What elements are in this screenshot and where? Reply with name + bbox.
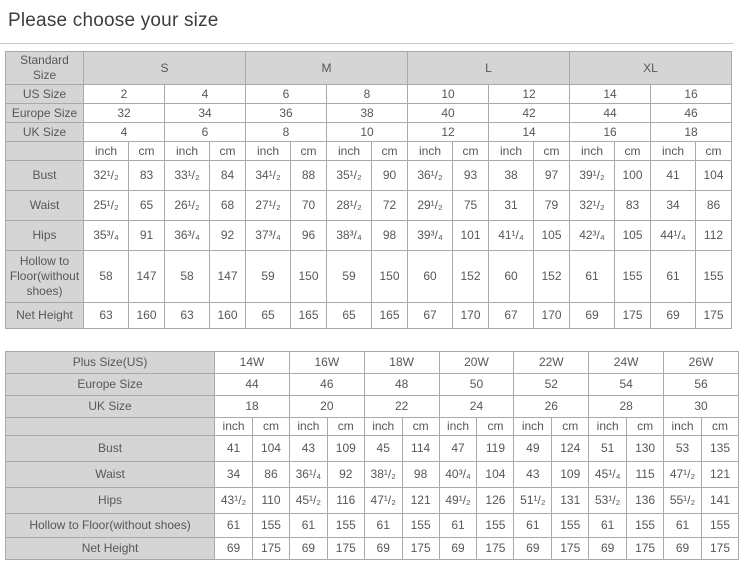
row-label-cell: Net Height — [6, 538, 215, 560]
row-label-cell: UK Size — [6, 396, 215, 418]
unit-cell: inch — [289, 418, 327, 436]
size-group-header-cell: XL — [570, 52, 732, 85]
value-cell: 2 — [84, 85, 165, 104]
table-row — [6, 514, 739, 538]
table-row — [6, 462, 739, 488]
value-cell: 61 — [215, 514, 253, 538]
value-cell: 61 — [570, 251, 615, 303]
value-cell: 12 — [489, 85, 570, 104]
table-row — [6, 352, 739, 374]
value-cell: 112 — [696, 221, 732, 251]
value-cell: 155 — [696, 251, 732, 303]
value-cell: 165 — [372, 303, 408, 329]
value-cell: 28¹/₂ — [327, 191, 372, 221]
table-row — [6, 104, 732, 123]
row-label-cell: Bust — [6, 161, 84, 191]
value-cell: 93 — [453, 161, 489, 191]
table-row — [6, 123, 732, 142]
value-cell: 175 — [477, 538, 514, 560]
page-title: Please choose your size — [8, 10, 219, 31]
value-cell: 92 — [210, 221, 246, 251]
value-cell: 10 — [408, 85, 489, 104]
value-cell: 35³/₄ — [84, 221, 129, 251]
value-cell: 60 — [489, 251, 534, 303]
value-cell: 152 — [534, 251, 570, 303]
value-cell: 41 — [651, 161, 696, 191]
value-cell: 109 — [327, 436, 364, 462]
value-cell: 110 — [253, 488, 290, 514]
row-label-cell — [6, 418, 215, 436]
row-label-cell: Standard Size — [6, 52, 84, 85]
unit-cell: inch — [570, 142, 615, 161]
value-cell: 32 — [84, 104, 165, 123]
unit-cell: cm — [253, 418, 290, 436]
value-cell: 36¹/₄ — [289, 462, 327, 488]
value-cell: 6 — [246, 85, 327, 104]
value-cell: 59 — [246, 251, 291, 303]
value-cell: 105 — [615, 221, 651, 251]
unit-cell: inch — [651, 142, 696, 161]
unit-cell: cm — [402, 418, 439, 436]
value-cell: 65 — [129, 191, 165, 221]
value-cell: 83 — [615, 191, 651, 221]
value-cell: 12 — [408, 123, 489, 142]
table-row — [6, 538, 739, 560]
value-cell: 54 — [589, 374, 664, 396]
unit-cell: inch — [408, 142, 453, 161]
value-cell: 43¹/₂ — [215, 488, 253, 514]
value-cell: 109 — [552, 462, 589, 488]
value-cell: 101 — [453, 221, 489, 251]
value-cell: 40³/₄ — [439, 462, 477, 488]
value-cell: 155 — [627, 514, 664, 538]
value-cell: 61 — [364, 514, 402, 538]
table-row — [6, 191, 732, 221]
value-cell: 69 — [289, 538, 327, 560]
value-cell: 61 — [589, 514, 627, 538]
value-cell: 61 — [289, 514, 327, 538]
value-cell: 69 — [651, 303, 696, 329]
value-cell: 38¹/₂ — [364, 462, 402, 488]
value-cell: 175 — [615, 303, 651, 329]
value-cell: 84 — [210, 161, 246, 191]
unit-cell: cm — [615, 142, 651, 161]
value-cell: 38³/₄ — [327, 221, 372, 251]
value-cell: 40 — [408, 104, 489, 123]
value-cell: 136 — [627, 488, 664, 514]
row-label-cell: Europe Size — [6, 374, 215, 396]
value-cell: 26W — [664, 352, 739, 374]
value-cell: 61 — [439, 514, 477, 538]
value-cell: 36³/₄ — [165, 221, 210, 251]
value-cell: 55¹/₂ — [664, 488, 702, 514]
value-cell: 25¹/₂ — [84, 191, 129, 221]
table-row — [6, 488, 739, 514]
unit-cell: cm — [372, 142, 408, 161]
value-cell: 165 — [291, 303, 327, 329]
value-cell: 56 — [664, 374, 739, 396]
table-row — [6, 221, 732, 251]
value-cell: 41¹/₄ — [489, 221, 534, 251]
value-cell: 38 — [327, 104, 408, 123]
table-row — [6, 374, 739, 396]
value-cell: 46 — [651, 104, 732, 123]
unit-cell: inch — [489, 142, 534, 161]
value-cell: 58 — [165, 251, 210, 303]
value-cell: 42 — [489, 104, 570, 123]
value-cell: 27¹/₂ — [246, 191, 291, 221]
value-cell: 91 — [129, 221, 165, 251]
value-cell: 24 — [439, 396, 514, 418]
value-cell: 63 — [165, 303, 210, 329]
row-label-cell: Plus Size(US) — [6, 352, 215, 374]
value-cell: 170 — [534, 303, 570, 329]
unit-cell: cm — [291, 142, 327, 161]
table-row — [6, 396, 739, 418]
value-cell: 49 — [514, 436, 552, 462]
table-row — [6, 52, 732, 85]
row-label-cell: UK Size — [6, 123, 84, 142]
value-cell: 79 — [534, 191, 570, 221]
value-cell: 14 — [489, 123, 570, 142]
value-cell: 33¹/₂ — [165, 161, 210, 191]
value-cell: 45¹/₄ — [589, 462, 627, 488]
size-group-header-cell: S — [84, 52, 246, 85]
value-cell: 36¹/₂ — [408, 161, 453, 191]
value-cell: 32¹/₂ — [84, 161, 129, 191]
value-cell: 86 — [253, 462, 290, 488]
value-cell: 90 — [372, 161, 408, 191]
value-cell: 147 — [210, 251, 246, 303]
value-cell: 98 — [402, 462, 439, 488]
table-row — [6, 251, 732, 303]
value-cell: 18W — [364, 352, 439, 374]
value-cell: 69 — [570, 303, 615, 329]
table-row — [6, 142, 732, 161]
value-cell: 69 — [589, 538, 627, 560]
unit-cell: cm — [210, 142, 246, 161]
value-cell: 150 — [372, 251, 408, 303]
value-cell: 86 — [696, 191, 732, 221]
value-cell: 105 — [534, 221, 570, 251]
value-cell: 46 — [289, 374, 364, 396]
value-cell: 175 — [701, 538, 738, 560]
value-cell: 61 — [664, 514, 702, 538]
value-cell: 92 — [327, 462, 364, 488]
row-label-cell: Waist — [6, 462, 215, 488]
unit-cell: inch — [165, 142, 210, 161]
value-cell: 44 — [215, 374, 290, 396]
value-cell: 39³/₄ — [408, 221, 453, 251]
value-cell: 50 — [439, 374, 514, 396]
unit-cell: cm — [327, 418, 364, 436]
value-cell: 51¹/₂ — [514, 488, 552, 514]
value-cell: 130 — [627, 436, 664, 462]
unit-cell: cm — [453, 142, 489, 161]
unit-cell: cm — [696, 142, 732, 161]
value-cell: 155 — [327, 514, 364, 538]
table-row — [6, 303, 732, 329]
value-cell: 4 — [84, 123, 165, 142]
value-cell: 160 — [129, 303, 165, 329]
value-cell: 34 — [215, 462, 253, 488]
row-label-cell: Europe Size — [6, 104, 84, 123]
value-cell: 10 — [327, 123, 408, 142]
value-cell: 39¹/₂ — [570, 161, 615, 191]
value-cell: 69 — [514, 538, 552, 560]
value-cell: 150 — [291, 251, 327, 303]
value-cell: 72 — [372, 191, 408, 221]
table-row — [6, 436, 739, 462]
value-cell: 83 — [129, 161, 165, 191]
value-cell: 37³/₄ — [246, 221, 291, 251]
value-cell: 8 — [327, 85, 408, 104]
value-cell: 26¹/₂ — [165, 191, 210, 221]
unit-cell: cm — [701, 418, 738, 436]
size-group-header-cell: M — [246, 52, 408, 85]
value-cell: 175 — [402, 538, 439, 560]
value-cell: 126 — [477, 488, 514, 514]
value-cell: 16 — [651, 85, 732, 104]
value-cell: 65 — [327, 303, 372, 329]
value-cell: 104 — [696, 161, 732, 191]
value-cell: 59 — [327, 251, 372, 303]
unit-cell: inch — [439, 418, 477, 436]
value-cell: 61 — [514, 514, 552, 538]
unit-cell: inch — [589, 418, 627, 436]
value-cell: 119 — [477, 436, 514, 462]
row-label-cell: Hollow to Floor(without shoes) — [6, 251, 84, 303]
value-cell: 47¹/₂ — [664, 462, 702, 488]
value-cell: 47¹/₂ — [364, 488, 402, 514]
value-cell: 175 — [552, 538, 589, 560]
value-cell: 160 — [210, 303, 246, 329]
title-divider — [0, 43, 734, 44]
value-cell: 67 — [408, 303, 453, 329]
value-cell: 155 — [615, 251, 651, 303]
row-label-cell — [6, 142, 84, 161]
unit-cell: inch — [84, 142, 129, 161]
row-label-cell: Bust — [6, 436, 215, 462]
value-cell: 65 — [246, 303, 291, 329]
table-row — [6, 418, 739, 436]
value-cell: 121 — [701, 462, 738, 488]
value-cell: 20W — [439, 352, 514, 374]
value-cell: 34 — [651, 191, 696, 221]
value-cell: 43 — [514, 462, 552, 488]
value-cell: 170 — [453, 303, 489, 329]
unit-cell: cm — [129, 142, 165, 161]
value-cell: 53¹/₂ — [589, 488, 627, 514]
value-cell: 60 — [408, 251, 453, 303]
value-cell: 26 — [514, 396, 589, 418]
value-cell: 141 — [701, 488, 738, 514]
value-cell: 16 — [570, 123, 651, 142]
value-cell: 155 — [402, 514, 439, 538]
value-cell: 68 — [210, 191, 246, 221]
value-cell: 155 — [701, 514, 738, 538]
value-cell: 18 — [215, 396, 290, 418]
value-cell: 34 — [165, 104, 246, 123]
value-cell: 20 — [289, 396, 364, 418]
value-cell: 53 — [664, 436, 702, 462]
value-cell: 14W — [215, 352, 290, 374]
value-cell: 152 — [453, 251, 489, 303]
value-cell: 42³/₄ — [570, 221, 615, 251]
value-cell: 28 — [589, 396, 664, 418]
value-cell: 6 — [165, 123, 246, 142]
value-cell: 41 — [215, 436, 253, 462]
row-label-cell: Hips — [6, 221, 84, 251]
value-cell: 4 — [165, 85, 246, 104]
unit-cell: cm — [477, 418, 514, 436]
value-cell: 22 — [364, 396, 439, 418]
value-cell: 96 — [291, 221, 327, 251]
unit-cell: cm — [552, 418, 589, 436]
value-cell: 69 — [364, 538, 402, 560]
value-cell: 100 — [615, 161, 651, 191]
value-cell: 18 — [651, 123, 732, 142]
value-cell: 58 — [84, 251, 129, 303]
value-cell: 63 — [84, 303, 129, 329]
value-cell: 175 — [627, 538, 664, 560]
value-cell: 124 — [552, 436, 589, 462]
value-cell: 32¹/₂ — [570, 191, 615, 221]
value-cell: 29¹/₂ — [408, 191, 453, 221]
value-cell: 67 — [489, 303, 534, 329]
unit-cell: inch — [364, 418, 402, 436]
table-row — [6, 161, 732, 191]
value-cell: 131 — [552, 488, 589, 514]
value-cell: 44¹/₄ — [651, 221, 696, 251]
row-label-cell: Net Height — [6, 303, 84, 329]
row-label-cell: US Size — [6, 85, 84, 104]
value-cell: 98 — [372, 221, 408, 251]
value-cell: 70 — [291, 191, 327, 221]
value-cell: 36 — [246, 104, 327, 123]
value-cell: 175 — [327, 538, 364, 560]
value-cell: 175 — [696, 303, 732, 329]
value-cell: 48 — [364, 374, 439, 396]
value-cell: 135 — [701, 436, 738, 462]
value-cell: 114 — [402, 436, 439, 462]
value-cell: 14 — [570, 85, 651, 104]
value-cell: 35¹/₂ — [327, 161, 372, 191]
row-label-cell: Hollow to Floor(without shoes) — [6, 514, 215, 538]
value-cell: 49¹/₂ — [439, 488, 477, 514]
value-cell: 147 — [129, 251, 165, 303]
value-cell: 69 — [664, 538, 702, 560]
unit-cell: inch — [246, 142, 291, 161]
unit-cell: inch — [327, 142, 372, 161]
unit-cell: cm — [627, 418, 664, 436]
value-cell: 121 — [402, 488, 439, 514]
value-cell: 116 — [327, 488, 364, 514]
value-cell: 97 — [534, 161, 570, 191]
value-cell: 43 — [289, 436, 327, 462]
value-cell: 52 — [514, 374, 589, 396]
value-cell: 155 — [552, 514, 589, 538]
value-cell: 45 — [364, 436, 402, 462]
value-cell: 31 — [489, 191, 534, 221]
value-cell: 69 — [215, 538, 253, 560]
value-cell: 8 — [246, 123, 327, 142]
unit-cell: inch — [664, 418, 702, 436]
value-cell: 44 — [570, 104, 651, 123]
value-cell: 104 — [477, 462, 514, 488]
value-cell: 104 — [253, 436, 290, 462]
unit-cell: cm — [534, 142, 570, 161]
unit-cell: inch — [514, 418, 552, 436]
row-label-cell: Hips — [6, 488, 215, 514]
value-cell: 22W — [514, 352, 589, 374]
value-cell: 155 — [253, 514, 290, 538]
value-cell: 45¹/₂ — [289, 488, 327, 514]
value-cell: 75 — [453, 191, 489, 221]
value-cell: 175 — [253, 538, 290, 560]
plus-size-table — [5, 351, 739, 560]
value-cell: 16W — [289, 352, 364, 374]
value-cell: 24W — [589, 352, 664, 374]
value-cell: 47 — [439, 436, 477, 462]
value-cell: 115 — [627, 462, 664, 488]
table-row — [6, 85, 732, 104]
value-cell: 61 — [651, 251, 696, 303]
value-cell: 155 — [477, 514, 514, 538]
value-cell: 30 — [664, 396, 739, 418]
row-label-cell: Waist — [6, 191, 84, 221]
value-cell: 38 — [489, 161, 534, 191]
size-group-header-cell: L — [408, 52, 570, 85]
value-cell: 88 — [291, 161, 327, 191]
standard-size-table — [5, 51, 732, 329]
value-cell: 34¹/₂ — [246, 161, 291, 191]
value-cell: 69 — [439, 538, 477, 560]
unit-cell: inch — [215, 418, 253, 436]
value-cell: 51 — [589, 436, 627, 462]
